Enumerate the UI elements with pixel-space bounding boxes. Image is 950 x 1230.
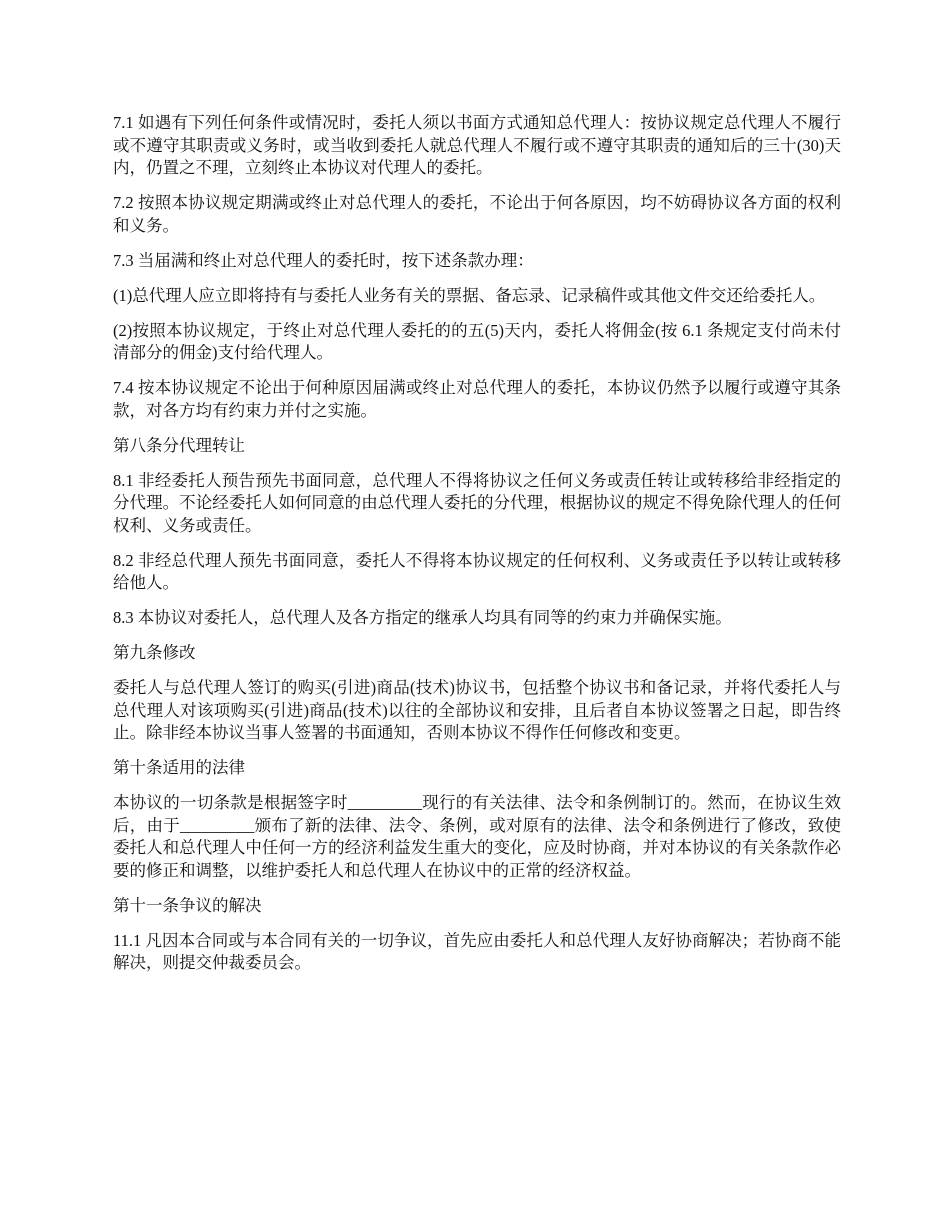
clause-8-2: 8.2 非经总代理人预先书面同意，委托人不得将本协议规定的任何权利、义务或责任予以转让或转移给他人。 [113, 550, 841, 592]
clause-11-1: 11.1 凡因本合同或与本合同有关的一切争议，首先应由委托人和总代理人友好协商解决；若协商不能解决，则提交仲裁委员会。 [113, 930, 841, 972]
section-heading-article-11: 第十一条争议的解决 [113, 895, 262, 915]
clause-7-3-item-1: (1)总代理人应立即将持有与委托人业务有关的票据、备忘录、记录稿件或其他文件交还给委托人。 [113, 285, 826, 305]
section-heading-article-9: 第九条修改 [113, 643, 196, 662]
clause-8-3: 8.3 本协议对委托人，总代理人及各方指定的继承人均具有同等的约束力并确保实施。 [113, 608, 732, 627]
article-9-body: 委托人与总代理人签订的购买(引进)商品(技术)协议书，包括整个协议书和备记录，并将代委托人与总代理人对该项购买(引进)商品(技术)以往的全部协议和安排，且后者自本协议签署之日起，即告终止。除非经本协议当事人签署的书面通知，否则本协议不得作任何修改和变更。 [113, 678, 841, 742]
document-page [113, 112, 841, 987]
section-heading-article-8: 第八条分代理转让 [113, 435, 245, 455]
clause-8-1: 8.1 非经委托人预告预先书面同意，总代理人不得将协议之任何义务或责任转让或转移给非经指定的分代理。不论经委托人如何同意的由总代理人委托的分代理，根据协议的规定不得免除代理人的任何权利、义务或责任。 [113, 470, 841, 535]
section-heading-article-10: 第十条适用的法律 [113, 758, 245, 777]
clause-7-2: 7.2 按照本协议规定期满或终止对总代理人的委托，不论出于何各原因，均不妨碍协议各方面的权利和义务。 [113, 193, 841, 235]
article-10-body: 本协议的一切条款是根据签字时_________现行的有关法律、法令和条例制订的。然而，在协议生效后，由于_________颁布了新的法律、法令、条例，或对原有的法律、法令和条例进行了修改，致使委托人和总代理人中任何一方的经济利益发生重大的变化，应及时协商，并对本协议的有关条款作必要的修正和调整，以维护委托人和总代理人在协议中的正常的经济权益。 [113, 793, 841, 880]
clause-7-3: 7.3 当届满和终止对总代理人的委托时，按下述条款办理： [113, 250, 534, 270]
clause-7-4: 7.4 按本协议规定不论出于何种原因届满或终止对总代理人的委托，本协议仍然予以履行或遵守其条款，对各方均有约束力并付之实施。 [113, 378, 841, 420]
clause-7-1: 7.1 如遇有下列任何条件或情况时，委托人须以书面方式通知总代理人：按协议规定总代理人不履行或不遵守其职责或义务时，或当收到委托人就总代理人不履行或不遵守其职责的通知后的三十(30)天内，仍置之不理，立刻终止本协议对代理人的委托。 [113, 113, 841, 177]
clause-7-3-item-2: (2)按照本协议规定，于终止对总代理人委托的的五(5)天内，委托人将佣金(按 6.1 条规定支付尚未付清部分的佣金)支付给代理人。 [113, 320, 841, 362]
